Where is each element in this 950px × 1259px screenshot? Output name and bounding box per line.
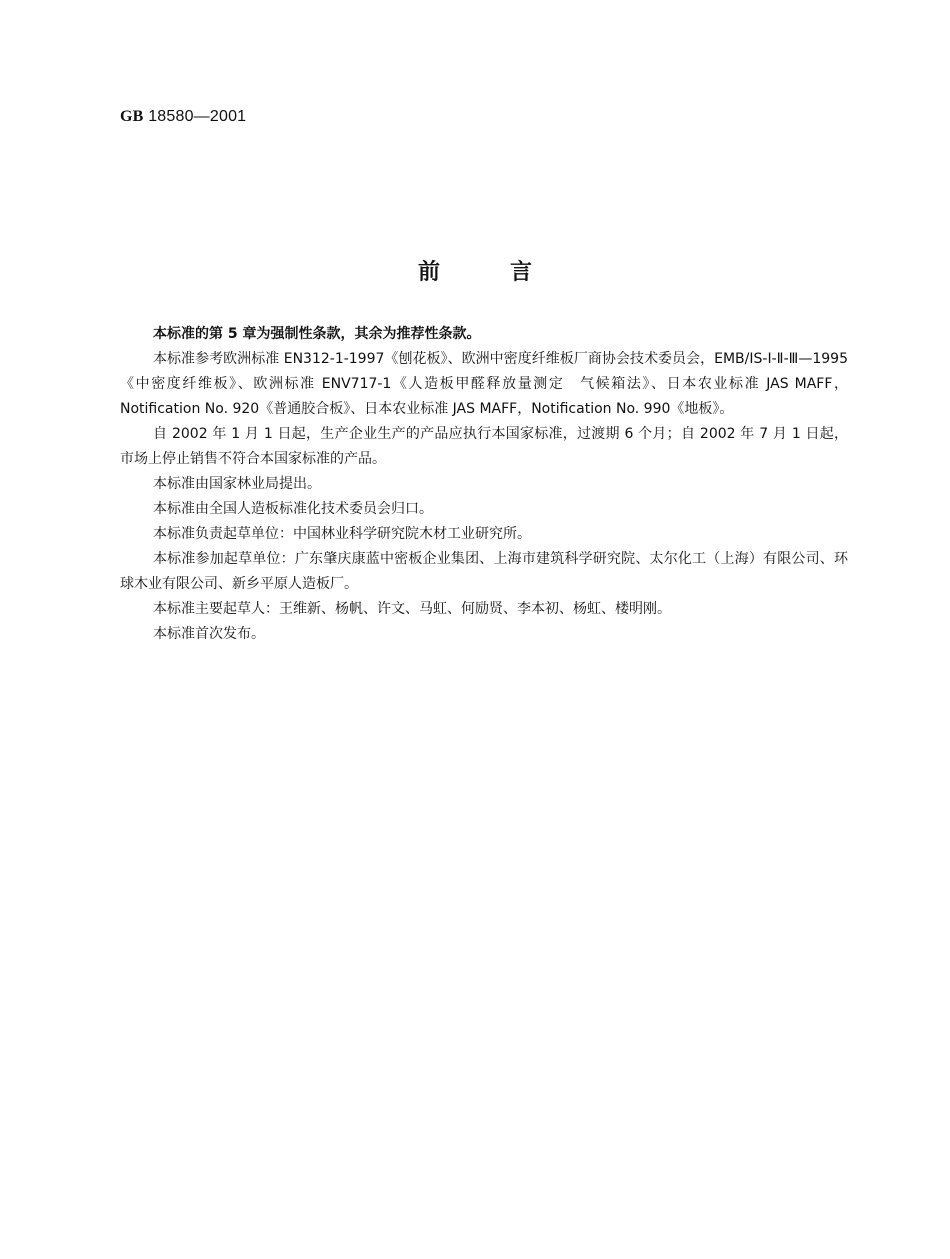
- paragraph-proposer: 本标准由国家林业局提出。: [153, 476, 321, 492]
- paragraph-references: 本标准参考欧洲标准 EN312-1-1997《刨花板》、欧洲中密度纤维板厂商协会技术委员会，EMB/IS-Ⅰ-Ⅱ-Ⅲ—1995《中密度纤维板》、欧洲标准 ENV717-1《人造板甲醛释放量测定 气候箱法》、日本农业标准 JAS MAFF，Notification No. 920《普通胶合板》、日本农业标准 JAS MAFF，Notification No. 990《地板》。: [120, 351, 848, 417]
- page-title: 前言: [417, 260, 602, 285]
- paragraph-first-release: 本标准首次发布。: [153, 626, 265, 642]
- standard-number: 18580—2001: [148, 108, 247, 125]
- paragraph-drafting-unit: 本标准负责起草单位：中国林业科学研究院木材工业研究所。: [153, 526, 531, 542]
- paragraph-drafters: 本标准主要起草人：王维新、杨帆、许文、马虹、何励贤、李本初、杨虹、楼明刚。: [153, 601, 671, 617]
- paragraph-committee: 本标准由全国人造板标准化技术委员会归口。: [153, 501, 433, 517]
- standard-code: [120, 108, 246, 126]
- foreword-body: [120, 322, 848, 647]
- paragraph-effective-date: 自 2002 年 1 月 1 日起，生产企业生产的产品应执行本国家标准，过渡期 6 个月；自 2002 年 7 月 1 日起，市场上停止销售不符合本国家标准的产品。: [120, 426, 848, 467]
- paragraph-mandatory-clause: 本标准的第 5 章为强制性条款，其余为推荐性条款。: [153, 326, 481, 342]
- paragraph-participating-units: 本标准参加起草单位：广东肇庆康蓝中密板企业集团、上海市建筑科学研究院、太尔化工（上海）有限公司、环球木业有限公司、新乡平原人造板厂。: [120, 551, 848, 592]
- standard-prefix: GB: [120, 108, 144, 125]
